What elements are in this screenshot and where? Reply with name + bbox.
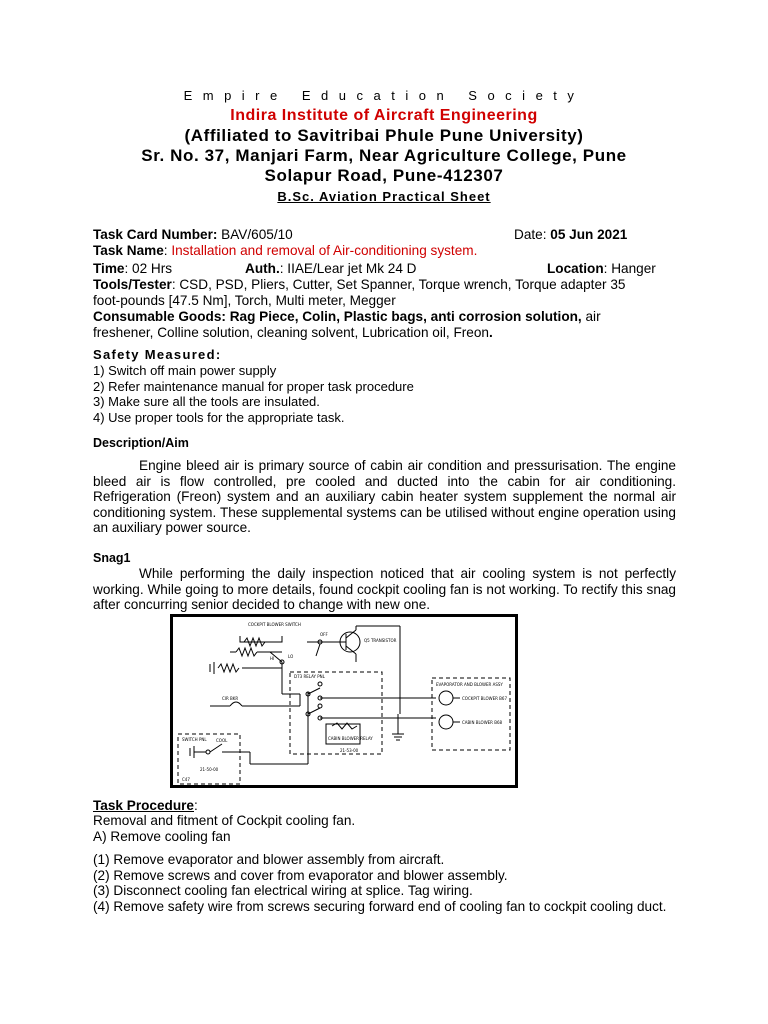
procedure-heading: Task Procedure: — [93, 798, 198, 813]
time-line — [93, 261, 172, 277]
label-ref-1: 21-50-00 — [200, 767, 219, 772]
date-line — [514, 227, 627, 243]
procedure-step: (1) Remove evaporator and blower assembly from aircraft. — [93, 852, 445, 867]
date-value: 05 Jun 2021 — [550, 227, 628, 242]
label-hi: HI — [270, 656, 275, 661]
auth-line — [245, 261, 416, 277]
safety-item: 4) Use proper tools for the appropriate task. — [93, 409, 345, 425]
label-cir-bkr: CIR BKR — [222, 696, 239, 701]
tools-label: Tools/Tester — [93, 277, 172, 292]
task-card-value: BAV/605/10 — [217, 227, 293, 242]
society-name: Empire Education Society — [183, 88, 585, 103]
label-cool: COOL — [216, 738, 228, 743]
label-cockpit-blower-switch: COCKPIT BLOWER SWITCH — [248, 622, 301, 627]
snag-heading: Snag1 — [93, 551, 131, 565]
procedure-step: (2) Remove screws and cover from evaporator and blower assembly. — [93, 867, 508, 883]
procedure-step: (3) Disconnect cooling fan electrical wiring at splice. Tag wiring. — [93, 883, 473, 898]
consumables-line-1: Consumable Goods: Rag Piece, Colin, Plastic bags, anti corrosion solution, air — [93, 309, 601, 324]
time-label: Time — [93, 261, 125, 276]
safety-heading: Safety Measured: — [93, 347, 222, 362]
location-line — [547, 261, 656, 277]
consumables-label: Consumable Goods — [93, 309, 222, 324]
auth-value: : IIAE/Lear jet Mk 24 D — [279, 261, 417, 276]
safety-item: 1) Switch off main power supply — [93, 363, 277, 378]
snag-text: While performing the daily inspection noticed that air cooling system is not perfectly working. While going to more details, found cockpit cooling fan is not working. To rectify this snag after concurring senior decided to change with new one. — [93, 566, 676, 612]
location-label: Location — [547, 261, 604, 276]
task-card-line — [93, 227, 293, 243]
label-evaporator-blower: EVAPORATOR AND BLOWER ASSY — [436, 682, 503, 687]
institute-name: Indira Institute of Aircraft Engineering — [230, 107, 538, 124]
auth-label: Auth. — [245, 261, 280, 276]
task-name-value: Installation and removal of Air-conditioning system. — [171, 243, 478, 258]
tools-line-2: foot-pounds [47.5 Nm], Torch, Multi meter, Megger — [93, 293, 396, 308]
address-line-1: Sr. No. 37, Manjari Farm, Near Agriculture College, Pune — [141, 146, 627, 165]
task-name-line: Task Name: Installation and removal of Air-conditioning system. — [93, 243, 478, 258]
procedure-sub-a: A) Remove cooling fan — [93, 829, 231, 844]
label-q5-transistor: Q5 TRANSISTOR — [364, 638, 397, 643]
task-name-label: Task Name — [93, 243, 164, 258]
label-off: OFF — [320, 632, 328, 637]
procedure-intro: Removal and fitment of Cockpit cooling fan. — [93, 813, 356, 828]
cockpit-blower-wiring-diagram — [170, 614, 518, 788]
label-lo: LO — [288, 654, 294, 659]
description-text: Engine bleed air is primary source of cabin air condition and pressurisation. The engine bleed air is flow controlled, pre cooled and ducted into the cabin for air conditioning. Refrigeration (Freon) system and an auxiliary cabin heater system supplement the normal air conditioning system. These supplemental systems can be utilised without engine operation using an auxiliary power source. — [93, 458, 676, 535]
label-relay-pnl: D73 RELAY PNL — [294, 674, 325, 679]
label-c47: C47 — [182, 777, 190, 782]
time-value: : 02 Hrs — [124, 261, 173, 276]
address-line-2: Solapur Road, Pune-412307 — [264, 166, 504, 185]
procedure-step-4: (4) Remove safety wire from screws securing forward end of cooling fan to cockpit cooling duct. — [93, 898, 667, 914]
task-card-label: Task Card Number: — [93, 227, 218, 242]
label-ref-2: 21-53-00 — [340, 748, 359, 753]
affiliation: (Affiliated to Savitribai Phule Pune University) — [184, 126, 584, 145]
label-cabin-blower-relay: CABIN BLOWER RELAY — [328, 736, 373, 741]
label-cabin-blower: CABIN BLOWER B68 — [462, 720, 503, 725]
consumables-line-2: freshener, Colline solution, cleaning solvent, Lubrication oil, Freon. — [93, 325, 493, 340]
label-cockpit-blower: COCKPIT BLOWER B67 — [462, 696, 508, 701]
label-switch-pnl: SWITCH PNL — [182, 737, 207, 742]
date-label: Date: — [514, 227, 551, 242]
tools-line-1: Tools/Tester: CSD, PSD, Pliers, Cutter, Set Spanner, Torque wrench, Torque adapter 35 — [93, 277, 626, 292]
safety-item: 3) Make sure all the tools are insulated. — [93, 394, 320, 409]
safety-item: 2) Refer maintenance manual for proper task procedure — [93, 378, 414, 394]
location-value: : Hanger — [603, 261, 656, 276]
sheet-title: B.Sc. Aviation Practical Sheet — [277, 189, 491, 204]
description-heading: Description/Aim — [93, 436, 189, 450]
